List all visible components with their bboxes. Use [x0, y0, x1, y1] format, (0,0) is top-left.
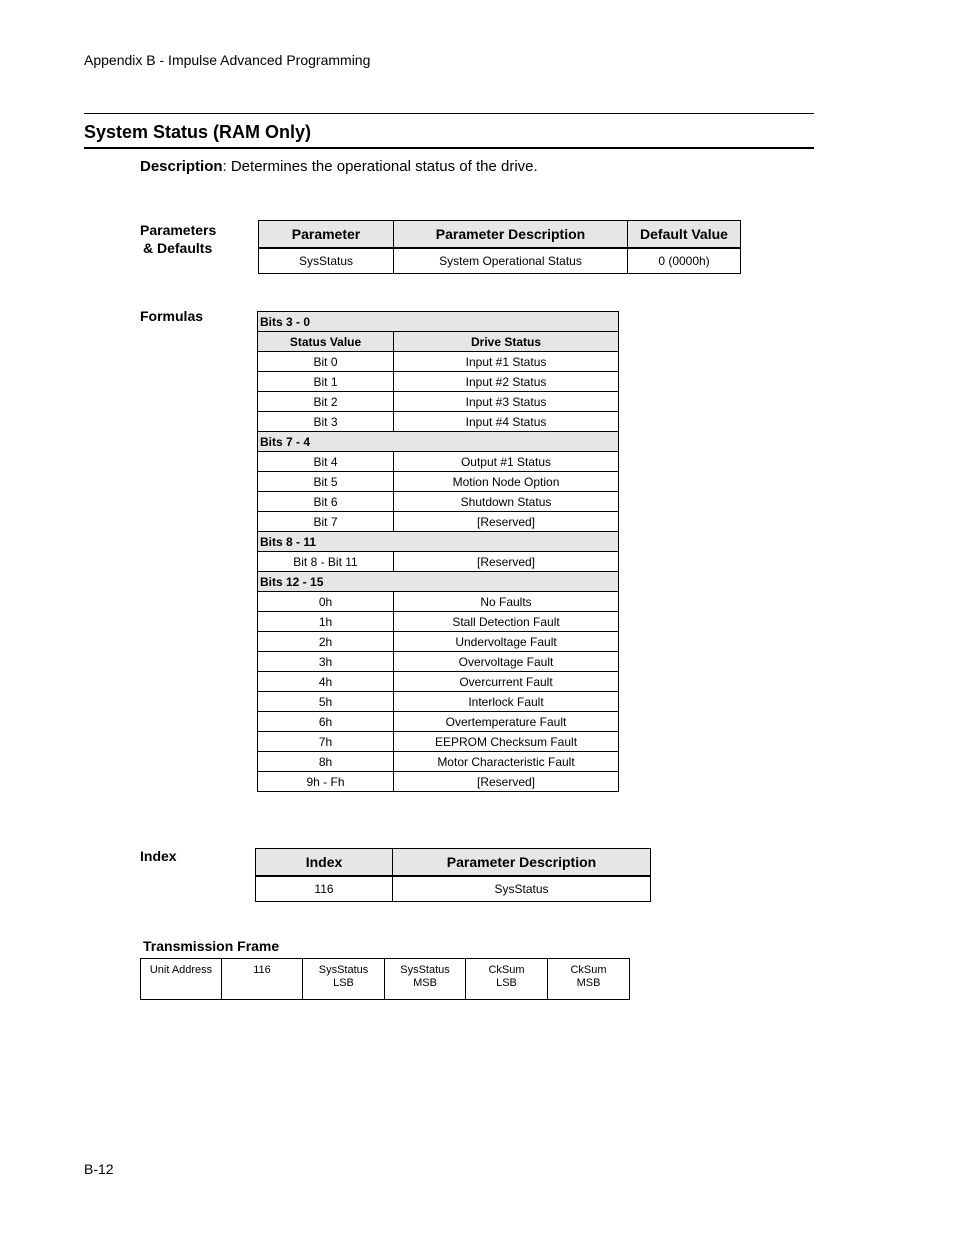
bits-cell-status: Motion Node Option: [394, 472, 619, 492]
bits-cell-status: Input #3 Status: [394, 392, 619, 412]
frame-cell-line: MSB: [413, 977, 437, 989]
bits-cell-value: Bit 3: [258, 412, 394, 432]
params-label-line1: Parameters: [140, 222, 217, 238]
bits-cell-status: Shutdown Status: [394, 492, 619, 512]
bits-row: [258, 632, 619, 652]
frame-cell-line: LSB: [496, 977, 517, 989]
bits-cell-value: 7h: [258, 732, 394, 752]
bits-cell-status: Overcurrent Fault: [394, 672, 619, 692]
frame-row: [141, 959, 630, 1000]
bits-cell-value: 5h: [258, 692, 394, 712]
frame-cell: [548, 959, 630, 1000]
frame-cell: [303, 959, 385, 1000]
bits-row: [258, 412, 619, 432]
bits-row: [258, 552, 619, 572]
bits-section-row: [258, 532, 619, 552]
bits-row: [258, 352, 619, 372]
params-table: [258, 220, 741, 274]
bits-row: [258, 472, 619, 492]
frame-cell-line: LSB: [333, 977, 354, 989]
bits-cell-value: 6h: [258, 712, 394, 732]
frame-cell-line: SysStatus: [318, 964, 369, 976]
frame-cell-line: MSB: [576, 977, 601, 989]
bits-row: [258, 392, 619, 412]
bits-row: [258, 712, 619, 732]
params-cell-description: System Operational Status: [394, 248, 628, 274]
frame-table: [140, 958, 630, 1000]
bits-row: [258, 612, 619, 632]
bits-cell-status: Stall Detection Fault: [394, 612, 619, 632]
bits-row: [258, 492, 619, 512]
section-title: System Status (RAM Only): [84, 122, 312, 142]
frame-cell: [466, 959, 548, 1000]
params-col-default: Default Value: [628, 221, 741, 249]
bits-row: [258, 732, 619, 752]
bits-cell-value: 0h: [258, 592, 394, 612]
bits-cell-status: Interlock Fault: [394, 692, 619, 712]
index-col-description: Parameter Description: [393, 849, 651, 877]
bits-cell-value: Bit 8 - Bit 11: [258, 552, 394, 572]
bits-section-row: [258, 312, 619, 332]
bits-cell-status: EEPROM Checksum Fault: [394, 732, 619, 752]
bits-cell-status: [Reserved]: [394, 552, 619, 572]
bits-col-drive-status: Drive Status: [394, 332, 619, 352]
frame-cell: [222, 959, 303, 1000]
bits-cell-value: 8h: [258, 752, 394, 772]
bits-cell-value: Bit 4: [258, 452, 394, 472]
bits-cell-status: Overtemperature Fault: [394, 712, 619, 732]
bits-cell-value: 4h: [258, 672, 394, 692]
description-text: : Determines the operational status of the drive.: [222, 158, 538, 175]
params-col-description: Parameter Description: [394, 221, 628, 249]
params-header-row: [259, 221, 741, 249]
frame-cell-line: 116: [253, 964, 271, 976]
bits-section-title: Bits 7 - 4: [258, 432, 619, 452]
params-row: [259, 248, 741, 274]
params-cell-default: 0 (0000h): [628, 248, 741, 274]
bits-cell-status: Undervoltage Fault: [394, 632, 619, 652]
bits-cell-value: 1h: [258, 612, 394, 632]
bits-row: [258, 692, 619, 712]
bits-cell-status: Input #1 Status: [394, 352, 619, 372]
bits-cell-status: Motor Characteristic Fault: [394, 752, 619, 772]
bits-section-title: Bits 8 - 11: [258, 532, 619, 552]
bits-cell-status: Input #2 Status: [394, 372, 619, 392]
bits-col-status-value: Status Value: [258, 332, 394, 352]
bits-row: [258, 592, 619, 612]
bits-row: [258, 672, 619, 692]
title-rule: [84, 147, 814, 149]
bits-section-title: Bits 12 - 15: [258, 572, 619, 592]
bits-cell-value: Bit 6: [258, 492, 394, 512]
bits-cell-status: Output #1 Status: [394, 452, 619, 472]
frame-cell-line: CkSum: [488, 964, 525, 976]
frame-label: Transmission Frame: [143, 938, 280, 954]
formulas-label: Formulas: [140, 308, 204, 324]
description: [140, 158, 538, 175]
description-label: Description: [140, 158, 223, 175]
bits-section-row: [258, 432, 619, 452]
index-row: [256, 876, 651, 902]
running-header: Appendix B - Impulse Advanced Programming: [84, 52, 371, 68]
frame-cell: [141, 959, 222, 1000]
frame-cell: [385, 959, 466, 1000]
index-header-row: [256, 849, 651, 877]
bits-cell-status: No Faults: [394, 592, 619, 612]
index-cell-index: 116: [256, 876, 393, 902]
bits-section-title: Bits 3 - 0: [258, 312, 619, 332]
bits-cell-status: Overvoltage Fault: [394, 652, 619, 672]
params-label-line2: & Defaults: [143, 240, 213, 256]
bits-row: [258, 652, 619, 672]
index-label: Index: [140, 848, 177, 864]
bits-row: [258, 372, 619, 392]
frame-cell-line: CkSum: [570, 964, 607, 976]
bits-header-row: [258, 332, 619, 352]
bits-row: [258, 752, 619, 772]
formulas-table: [257, 311, 619, 792]
page-number: B-12: [84, 1161, 114, 1177]
bits-cell-value: Bit 1: [258, 372, 394, 392]
frame-cell-line: Unit Address: [149, 964, 213, 976]
index-table: [255, 848, 651, 902]
bits-row: [258, 772, 619, 792]
bits-section-row: [258, 572, 619, 592]
bits-cell-value: Bit 5: [258, 472, 394, 492]
bits-cell-value: 2h: [258, 632, 394, 652]
bits-cell-value: Bit 2: [258, 392, 394, 412]
bits-cell-value: 9h - Fh: [258, 772, 394, 792]
header-rule: [84, 113, 814, 114]
bits-cell-value: Bit 0: [258, 352, 394, 372]
bits-cell-status: [Reserved]: [394, 512, 619, 532]
index-col-index: Index: [256, 849, 393, 877]
index-cell-description: SysStatus: [393, 876, 651, 902]
params-col-parameter: Parameter: [259, 221, 394, 249]
frame-cell-line: SysStatus: [400, 964, 450, 976]
params-label: [140, 221, 216, 257]
params-cell-parameter: SysStatus: [259, 248, 394, 274]
bits-cell-status: [Reserved]: [394, 772, 619, 792]
bits-row: [258, 452, 619, 472]
bits-row: [258, 512, 619, 532]
bits-cell-status: Input #4 Status: [394, 412, 619, 432]
bits-cell-value: Bit 7: [258, 512, 394, 532]
bits-cell-value: 3h: [258, 652, 394, 672]
